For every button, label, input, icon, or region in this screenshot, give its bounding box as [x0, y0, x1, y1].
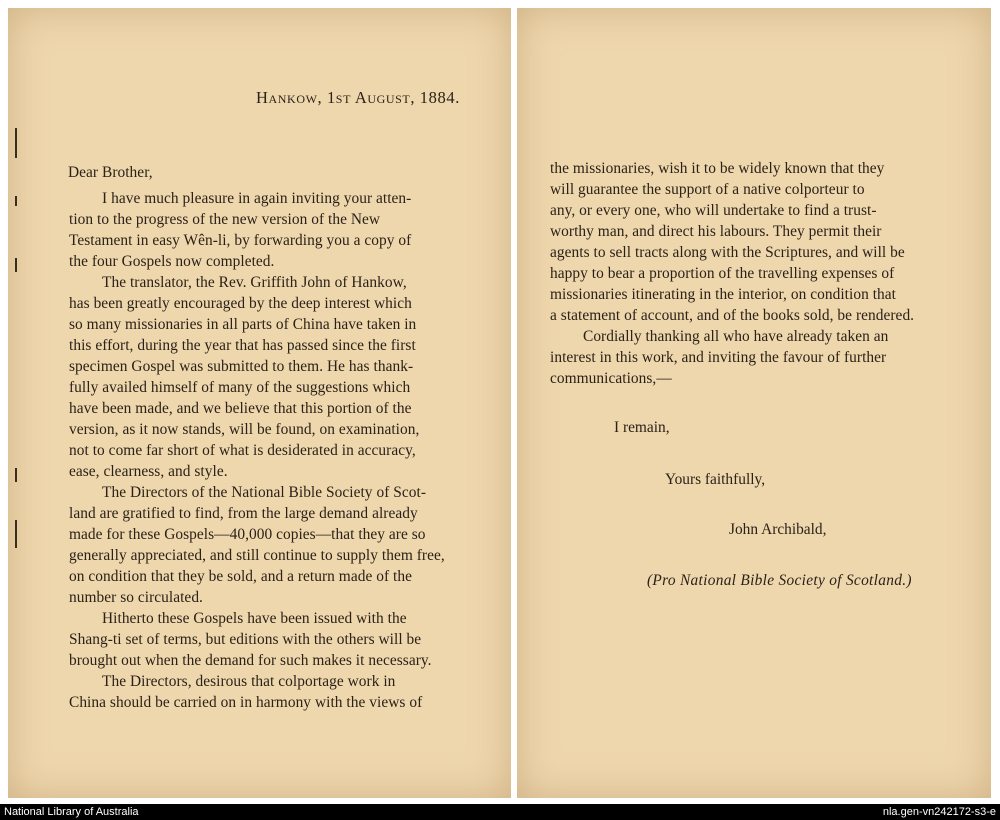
body-line: China should be carried on in harmony with the views of — [69, 694, 423, 711]
body-line: happy to bear a proportion of the travelling expenses of — [550, 265, 895, 282]
body-line: The Directors of the National Bible Society of Scot- — [102, 484, 427, 501]
left-page — [8, 8, 511, 798]
body-line: version, as it now stands, will be found, on examination, — [69, 421, 420, 438]
body-line: ease, clearness, and style. — [69, 463, 228, 480]
body-line: specimen Gospel was submitted to them. He has thank- — [69, 358, 414, 375]
body-line: so many missionaries in all parts of China have taken in — [69, 316, 417, 333]
right-page — [517, 8, 991, 798]
body-line: Testament in easy Wên-li, by forwarding you a copy of — [69, 232, 412, 249]
body-line: generally appreciated, and still continue to supply them free, — [69, 547, 445, 564]
body-line: land are gratified to find, from the large demand already — [69, 505, 418, 522]
body-line: this effort, during the year that has passed since the first — [69, 337, 416, 354]
body-line: a statement of account, and of the books sold, be rendered. — [550, 307, 915, 324]
body-line: Shang-ti set of terms, but editions with the others will be — [69, 631, 422, 648]
body-line: have been made, and we believe that this portion of the — [69, 400, 412, 417]
margin-mark — [15, 258, 17, 272]
body-line: communications,— — [550, 370, 672, 387]
letter-date: Hankow, 1st August, 1884. — [256, 88, 460, 107]
body-line: any, or every one, who will undertake to find a trust- — [550, 202, 877, 219]
body-line: missionaries itinerating in the interior, on condition that — [550, 286, 896, 303]
body-line: interest in this work, and inviting the favour of further — [550, 349, 887, 366]
body-line: the four Gospels now completed. — [69, 253, 275, 270]
body-line: will guarantee the support of a native colporteur to — [550, 181, 865, 198]
body-line: agents to sell tracts along with the Scriptures, and will be — [550, 244, 905, 261]
body-line: The Directors, desirous that colportage work in — [102, 673, 396, 690]
body-line: brought out when the demand for such makes it necessary. — [69, 652, 432, 669]
footer-identifier: nla.gen-vn242172-s3-e — [882, 806, 996, 818]
body-line: made for these Gospels—40,000 copies—that they are so — [69, 526, 426, 543]
valediction: Yours faithfully, — [665, 471, 766, 488]
body-line: on condition that they be sold, and a return made of the — [69, 568, 413, 585]
signatory-affiliation: (Pro National Bible Society of Scotland.) — [647, 572, 912, 589]
footer-bar — [0, 804, 1000, 820]
margin-mark — [15, 520, 17, 548]
body-line: Hitherto these Gospels have been issued with the — [102, 610, 407, 627]
margin-mark — [15, 196, 17, 206]
body-line: has been greatly encouraged by the deep interest which — [69, 295, 412, 312]
body-line: worthy man, and direct his labours. They permit their — [550, 223, 882, 240]
margin-mark — [15, 128, 17, 158]
closing-line: I remain, — [614, 419, 670, 436]
signature: John Archibald, — [729, 521, 827, 538]
footer-source: National Library of Australia — [4, 806, 139, 818]
body-line: the missionaries, wish it to be widely known that they — [550, 160, 885, 177]
body-line: tion to the progress of the new version of the New — [69, 211, 381, 228]
body-line: The translator, the Rev. Griffith John of Hankow, — [102, 274, 407, 291]
body-line: Cordially thanking all who have already taken an — [583, 328, 889, 345]
body-line: I have much pleasure in again inviting your atten- — [102, 190, 412, 207]
salutation: Dear Brother, — [68, 164, 153, 181]
margin-mark — [15, 468, 17, 482]
body-line: fully availed himself of many of the suggestions which — [69, 379, 411, 396]
body-line: not to come far short of what is desiderated in accuracy, — [69, 442, 416, 459]
body-line: number so circulated. — [69, 589, 203, 606]
